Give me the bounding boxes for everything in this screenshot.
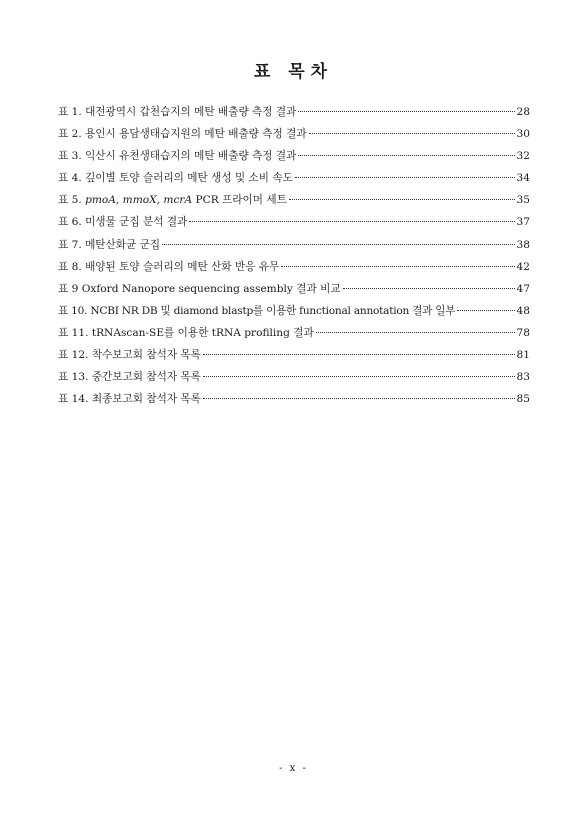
dot-leader [295, 177, 515, 178]
dot-leader [281, 266, 514, 267]
toc-entry-label: 표 13. 중간보고회 참석자 목록 [58, 371, 201, 384]
toc-entry-page: 38 [516, 238, 530, 251]
toc-entry[interactable] [58, 170, 530, 192]
toc-entry-label: 표 1. 대전광역시 갑천습지의 메탄 배출량 측정 결과 [58, 106, 297, 118]
toc-entry-label: 표 14. 최종보고회 참석자 목록 [58, 393, 201, 406]
toc-entry-page: 48 [516, 304, 530, 317]
toc-entry-page: 37 [516, 216, 530, 229]
toc-entry-page: 42 [516, 260, 530, 273]
toc-entry[interactable] [58, 192, 530, 214]
toc-entry-page: 83 [516, 371, 530, 384]
toc-entry[interactable] [58, 325, 530, 347]
toc-entry[interactable] [58, 391, 530, 413]
dot-leader [189, 221, 514, 222]
dot-leader [298, 111, 514, 112]
toc-entry-page: 81 [516, 349, 530, 362]
toc-entry-label: 표 12. 착수보고회 참석자 목록 [58, 349, 201, 362]
toc-entry[interactable] [58, 126, 530, 148]
toc-entry-label: 표 9 Oxford Nanopore sequencing assembly 결과 비교 [58, 282, 341, 295]
toc-entry-label: 표 10. NCBI NR DB 및 diamond blastp를 이용한 functional annotation 결과 일부 [58, 304, 456, 317]
toc-entry-page: 32 [516, 150, 530, 163]
toc-entry[interactable] [58, 281, 530, 303]
toc-entry-page: 47 [516, 282, 530, 295]
dot-leader [162, 244, 514, 245]
toc-entry[interactable] [58, 237, 530, 259]
table-of-contents-list [58, 104, 530, 413]
toc-entry-label: 표 2. 용인시 용담생태습지원의 메탄 배출량 측정 결과 [58, 128, 307, 141]
toc-entry-page: 35 [516, 194, 530, 207]
toc-entry-label: 표 4. 깊이별 토양 슬러리의 메탄 생성 및 소비 속도 [58, 172, 293, 185]
dot-leader [343, 288, 515, 289]
toc-entry-label: 표 7. 메탄산화균 군집 [58, 238, 161, 251]
toc-entry[interactable] [58, 214, 530, 236]
toc-entry-label: 표 11. tRNAscan-SE를 이용한 tRNA profiling 결과 [58, 326, 314, 339]
dot-leader [457, 310, 514, 311]
dot-leader [203, 376, 515, 377]
dot-leader [289, 199, 515, 200]
toc-entry-page: 78 [516, 326, 530, 339]
toc-entry-label-prefix: 표 5. [58, 194, 86, 207]
toc-entry-label-genes: pmoA, mmoX, mcrA [85, 194, 193, 207]
toc-entry-label [58, 192, 287, 207]
toc-entry-page: 28 [516, 106, 530, 118]
toc-entry[interactable] [58, 104, 530, 126]
dot-leader [309, 133, 515, 134]
toc-entry-page: 34 [516, 172, 530, 185]
toc-entry[interactable] [58, 347, 530, 369]
page-number: - x - [279, 763, 308, 774]
toc-entry[interactable] [58, 259, 530, 281]
toc-entry-label-suffix: PCR 프라이머 세트 [192, 194, 287, 207]
toc-entry-page: 85 [516, 393, 530, 406]
dot-leader [203, 398, 515, 399]
toc-entry-label: 표 6. 미생물 군집 분석 결과 [58, 216, 188, 229]
page-title: 표 목차 [253, 62, 334, 82]
dot-leader [316, 332, 515, 333]
dot-leader [203, 354, 515, 355]
toc-entry-label: 표 8. 배양된 토양 슬러리의 메탄 산화 반응 유무 [58, 260, 280, 273]
dot-leader [298, 155, 514, 156]
toc-entry-page: 30 [516, 128, 530, 141]
toc-entry[interactable] [58, 369, 530, 391]
toc-entry-label: 표 3. 익산시 유천생태습지의 메탄 배출량 측정 결과 [58, 150, 297, 163]
toc-entry[interactable] [58, 303, 530, 325]
toc-entry[interactable] [58, 148, 530, 170]
